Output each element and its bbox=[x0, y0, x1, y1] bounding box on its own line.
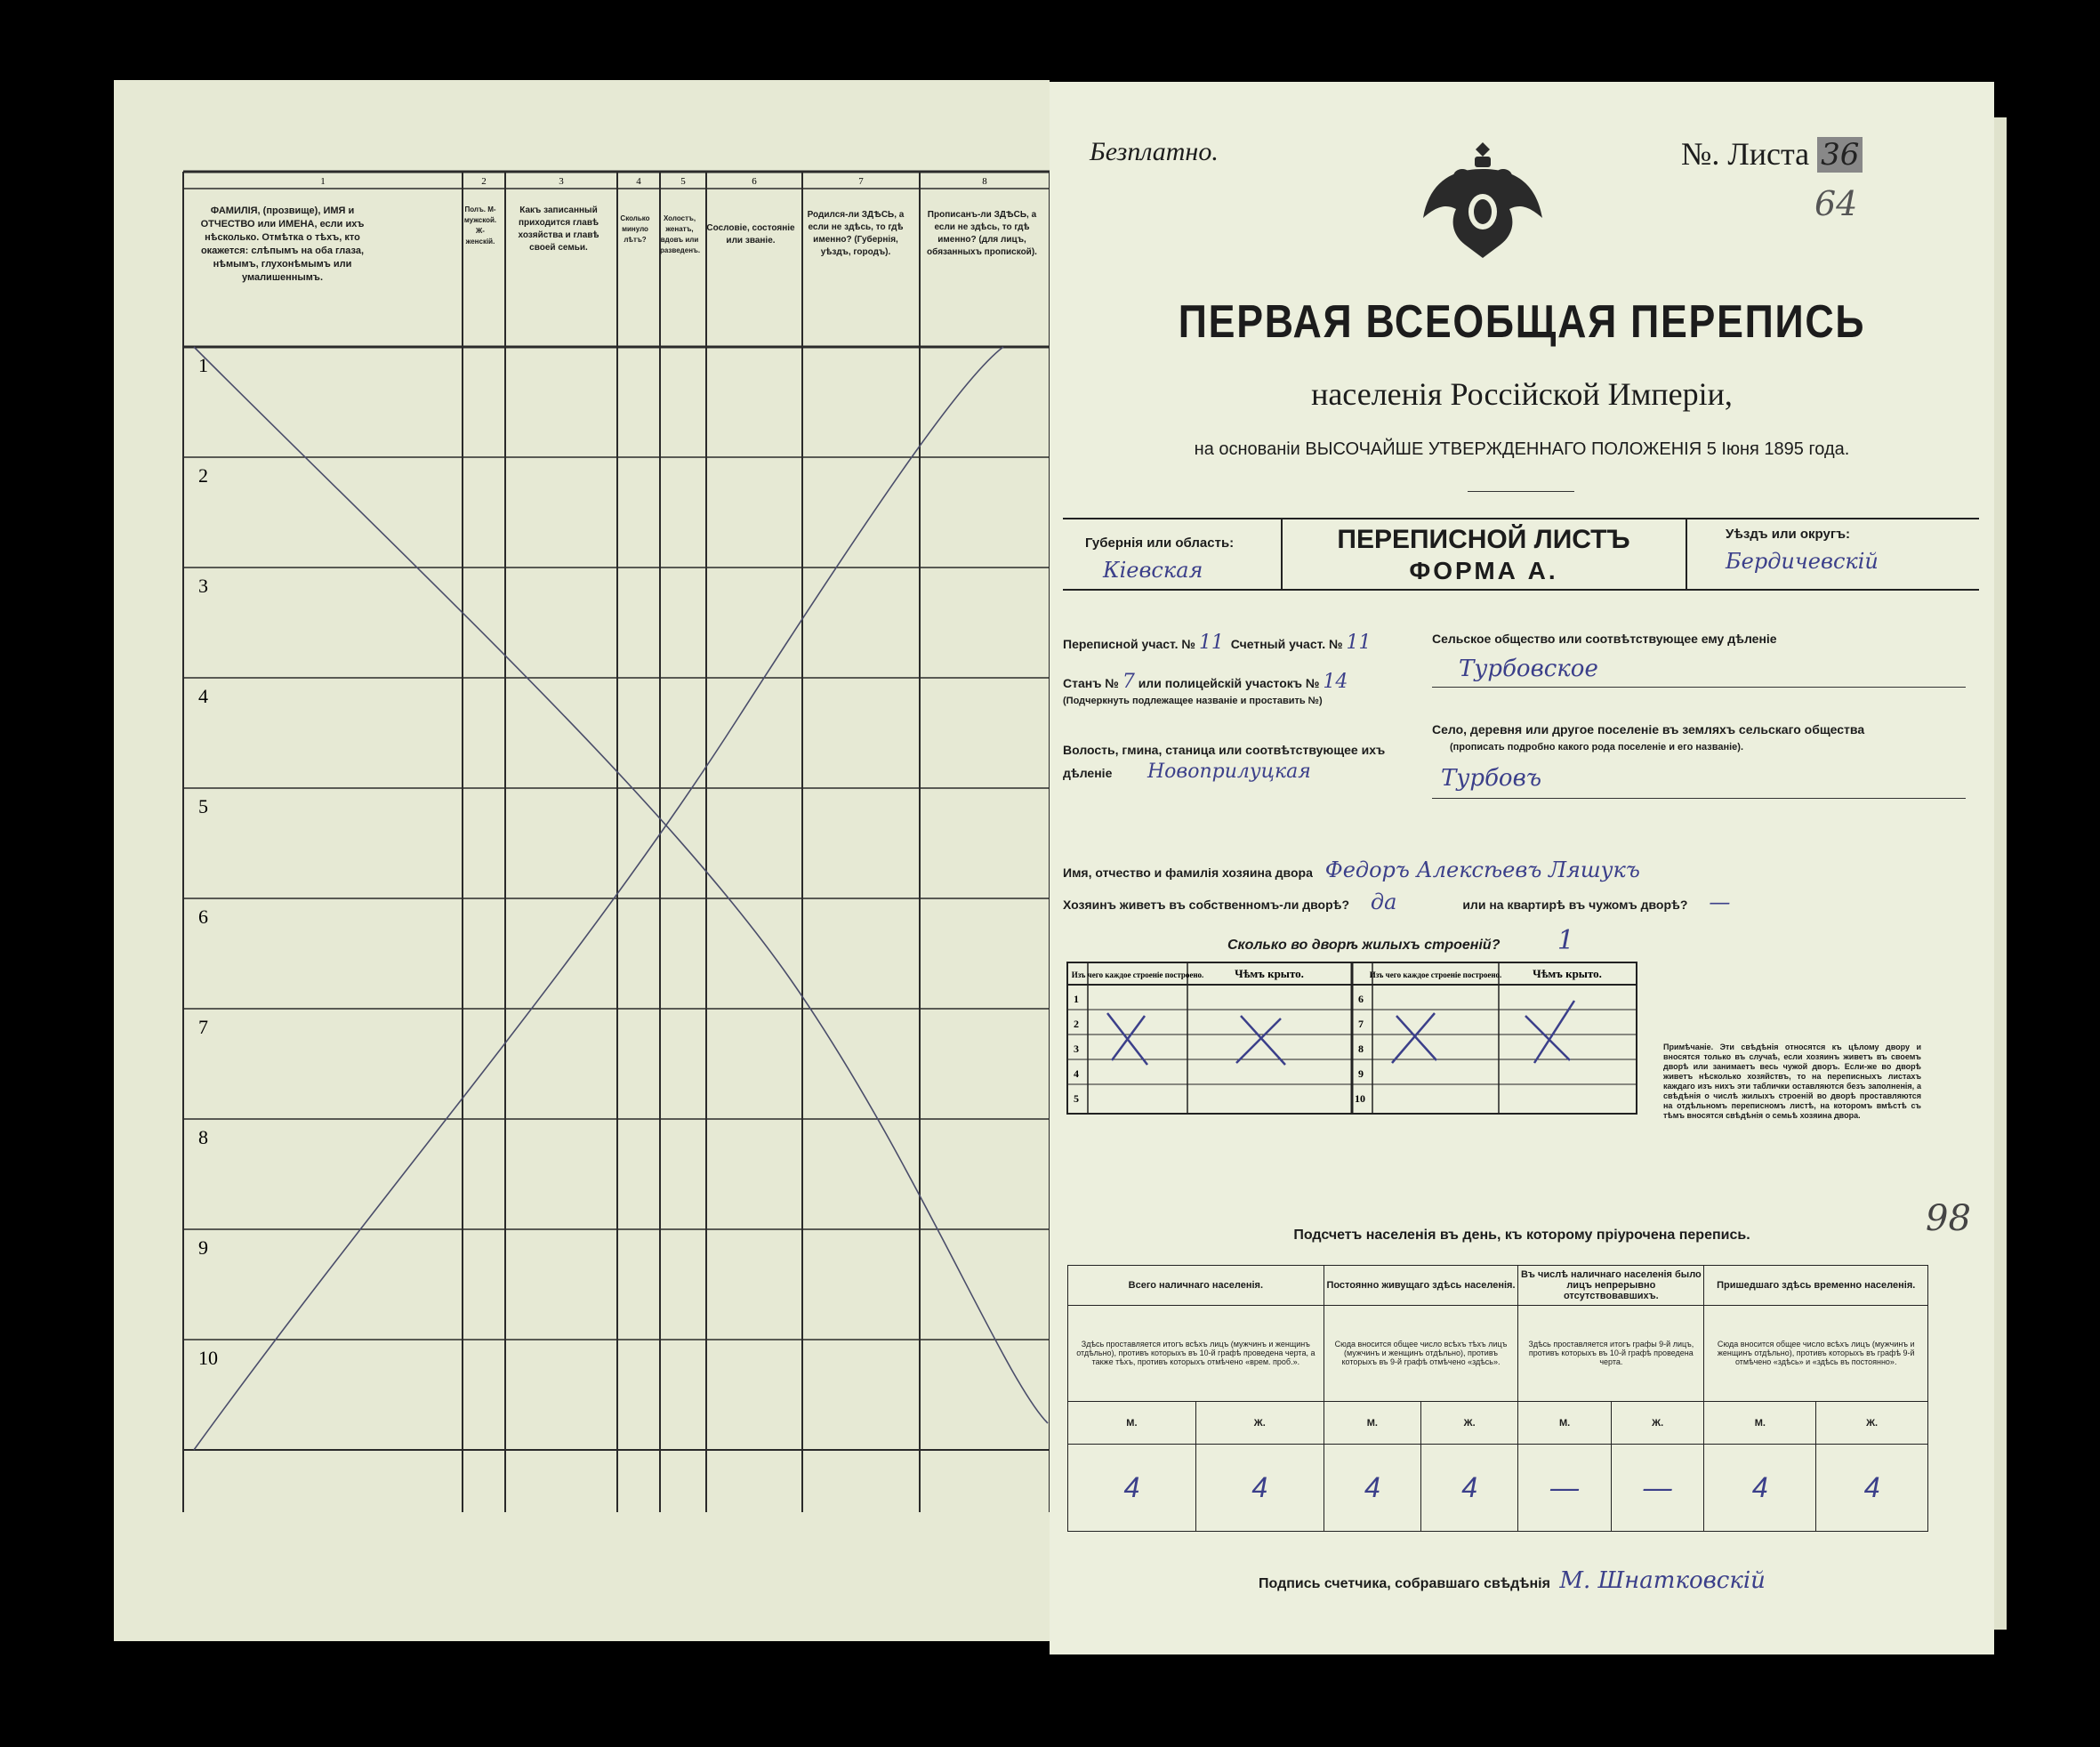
buildings-note: Примѣчаніе. Эти свѣдѣнія относятся къ цѣлому двору и вносятся только въ случаѣ, если хозяинъ живетъ въ своемъ дворѣ или занимаетъ весь чужой дворъ. Если-же во дворѣ живетъ нѣсколько хозяйствъ, то на переписныхъ листахъ каждаго изъ нихъ эти таблички оставляются безъ заполненія, а свѣдѣнія о числѣ жилыхъ строеній во дворѣ проставляются на отдѣльномъ переписномъ листѣ, на которомъ вмѣстѣ съ тѣмъ вносятся свѣдѣнія о семьѣ хозяина двора. bbox=[1663, 1043, 1921, 1120]
tally-desc: Здѣсь проставляется итогъ всѣхъ лицъ (мужчинъ и женщинъ отдѣльно), противъ которыхъ въ 10-й графѣ проведена черта, а также тѣхъ, противъ которыхъ отмѣчено «врем. проб.». bbox=[1068, 1305, 1324, 1402]
form-letter: ФОРМА А. bbox=[1409, 557, 1558, 584]
column-number: 1 bbox=[320, 176, 326, 187]
stan-label: Станъ № bbox=[1063, 676, 1119, 690]
legal-basis: на основаніи ВЫСОЧАЙШЕ УТВЕРЖДЕННАГО ПОЛОЖЕНІЯ 5 Іюня 1895 года. bbox=[1194, 439, 1850, 459]
stan-field bbox=[1063, 671, 1348, 693]
building-row: 10 bbox=[1355, 1092, 1365, 1105]
sex-label: М. bbox=[1518, 1402, 1612, 1445]
building-row: 3 bbox=[1074, 1043, 1079, 1055]
signature-label: Подпись счетчика, собравшаго свѣдѣнія bbox=[1259, 1576, 1550, 1591]
row-number: 1 bbox=[198, 354, 208, 376]
buildings-value: 1 bbox=[1557, 925, 1575, 956]
row-number: 9 bbox=[198, 1236, 208, 1259]
province-label: Губернія или область: bbox=[1085, 535, 1235, 551]
tally-desc: Сюда вносится общее число всѣхъ лицъ (мужчинъ и женщинъ отдѣльно), противъ которыхъ въ графѣ 9-й отмѣчено «здѣсь» и «здѣсь въ постоянно». bbox=[1704, 1305, 1928, 1402]
column-number: 8 bbox=[982, 176, 987, 187]
police-label: или полицейскій участокъ № bbox=[1138, 676, 1320, 690]
tally-desc: Сюда вносится общее число всѣхъ тѣхъ лицъ (мужчинъ и женщинъ отдѣльно), противъ которыхъ въ 9-й графѣ отмѣчено «здѣсь». bbox=[1324, 1305, 1518, 1402]
column-number: 3 bbox=[559, 176, 564, 187]
police-value: 14 bbox=[1323, 671, 1348, 693]
right-page bbox=[1050, 82, 1994, 1654]
stan-value: 7 bbox=[1122, 671, 1135, 693]
row-number: 10 bbox=[198, 1347, 218, 1369]
tally-header: Пришедшаго здѣсь временно населенія. bbox=[1704, 1266, 1928, 1306]
row-number: 2 bbox=[198, 464, 208, 487]
column-number: 6 bbox=[752, 176, 757, 187]
sex-label: Ж. bbox=[1816, 1402, 1928, 1445]
owner-value: Федоръ Алексѣевъ Ляшукъ bbox=[1324, 857, 1640, 882]
building-row: 9 bbox=[1358, 1067, 1364, 1080]
census-section-label: Переписной участ. № bbox=[1063, 637, 1196, 651]
tally-header: Постоянно живущаго здѣсь населенія. bbox=[1324, 1266, 1518, 1306]
sheet-number-pencil: 64 bbox=[1814, 184, 1858, 223]
tally-header: Всего наличнаго населенія. bbox=[1068, 1266, 1324, 1306]
row-number: 5 bbox=[198, 795, 208, 817]
tally-value: — bbox=[1518, 1445, 1612, 1532]
column-number: 2 bbox=[481, 176, 487, 187]
sheet-number-value: 36 bbox=[1817, 137, 1863, 173]
buildings-col-a: Изъ чего каждое строеніе построено. bbox=[1071, 970, 1204, 979]
village-label: Село, деревня или другое поселеніе въ земляхъ сельскаго общества bbox=[1432, 722, 1865, 737]
column-header-sex: Полъ. М-мужской. Ж-женскій. bbox=[463, 205, 497, 246]
household-table bbox=[114, 80, 1050, 1641]
sex-label: Ж. bbox=[1611, 1402, 1704, 1445]
row-number: 3 bbox=[198, 575, 208, 597]
province-value: Кіевская bbox=[1103, 558, 1203, 583]
tally-value: 4 bbox=[1816, 1445, 1928, 1532]
header-divider-right bbox=[1686, 518, 1687, 589]
village-underline bbox=[1432, 798, 1966, 799]
sex-label: М. bbox=[1068, 1402, 1196, 1445]
own-yard-field bbox=[1063, 890, 1730, 914]
tally-title: Подсчетъ населенія въ день, къ которому пріурочена перепись. bbox=[1293, 1228, 1750, 1243]
buildings-label: Сколько во дворѣ жилыхъ строеній? bbox=[1227, 938, 1501, 953]
buildings-table bbox=[1063, 958, 1650, 1118]
tally-value: 4 bbox=[1195, 1445, 1324, 1532]
society-underline bbox=[1432, 687, 1966, 688]
column-header-birthplace: Родился-ли ЗДѢСЬ, а если не здѣсь, то гдѣ именно? (Губернія, уѣздъ, городъ). bbox=[807, 210, 905, 257]
sex-label: М. bbox=[1704, 1402, 1816, 1445]
building-row: 4 bbox=[1074, 1067, 1079, 1080]
margin-pencil-number: 98 bbox=[1926, 1198, 1971, 1239]
census-section-field bbox=[1063, 632, 1372, 654]
sex-label: Ж. bbox=[1195, 1402, 1324, 1445]
sex-label: Ж. bbox=[1420, 1402, 1517, 1445]
sheet-number bbox=[1681, 135, 1863, 173]
column-header-marital: Холостъ, женатъ, вдовъ или разведенъ. bbox=[660, 214, 701, 254]
buildings-col-a-right: Изъ чего каждое строеніе построено. bbox=[1369, 970, 1502, 979]
census-title: ПЕРВАЯ ВСЕОБЩАЯ ПЕРЕПИСЬ bbox=[1178, 296, 1866, 348]
building-row: 8 bbox=[1358, 1043, 1364, 1055]
free-label: Безплатно. bbox=[1090, 137, 1219, 166]
row-number: 6 bbox=[198, 906, 208, 928]
building-row: 7 bbox=[1358, 1018, 1364, 1030]
district-value: Бердичевскій bbox=[1726, 549, 1879, 574]
building-row: 2 bbox=[1074, 1018, 1079, 1030]
sex-label: М. bbox=[1324, 1402, 1420, 1445]
society-label: Сельское общество или соотвѣтствующее ему дѣленіе bbox=[1432, 632, 1777, 646]
column-header-age: Сколько минуло лѣтъ? bbox=[620, 214, 650, 244]
building-row: 5 bbox=[1074, 1092, 1079, 1105]
buildings-field bbox=[1227, 925, 1574, 956]
ornament-divider bbox=[1468, 491, 1574, 492]
tally-header: Въ числѣ наличнаго населенія было лицъ непрерывно отсутствовавшихъ. bbox=[1518, 1266, 1704, 1306]
column-header-estate: Сословіе, состояніе или званіе. bbox=[706, 223, 795, 246]
owner-field bbox=[1063, 857, 1640, 882]
row-number: 8 bbox=[198, 1126, 208, 1148]
tally-value: 4 bbox=[1068, 1445, 1196, 1532]
own-yard-label: Хозяинъ живетъ въ собственномъ-ли дворѣ? bbox=[1063, 898, 1350, 912]
column-header-registration: Прописанъ-ли ЗДѢСЬ, а если не здѣсь, то гдѣ именно? (для лицъ, обязанныхъ пропиской). bbox=[927, 210, 1037, 257]
column-header-relation: Какъ записанный приходится главѣ хозяйства и главѣ своей семьи. bbox=[518, 205, 599, 253]
volost-label: Волость, гмина, станица или соотвѣтствующее ихъ дѣленіе bbox=[1063, 743, 1386, 780]
count-section-label: Счетный участ. № bbox=[1230, 637, 1343, 651]
tally-value: 4 bbox=[1420, 1445, 1517, 1532]
buildings-col-b: Чѣмъ крыто. bbox=[1235, 967, 1304, 980]
building-row: 6 bbox=[1358, 993, 1364, 1005]
census-subtitle: населенія Россійской Имперіи, bbox=[1311, 376, 1733, 412]
village-note: (прописать подробно какого рода поселеніе и его названіе). bbox=[1450, 742, 1744, 753]
tally-desc: Здѣсь проставляется итогъ графы 9-й лицъ, противъ которыхъ въ 10-й графѣ проведена черта. bbox=[1518, 1305, 1704, 1402]
signature-value: М. Шнатковскій bbox=[1559, 1567, 1766, 1594]
buildings-col-b-right: Чѣмъ крыто. bbox=[1533, 967, 1602, 980]
underline-note: (Подчеркнуть подлежащее названіе и проставить №) bbox=[1063, 696, 1323, 706]
column-header-name: ФАМИЛІЯ, (прозвище), ИМЯ и ОТЧЕСТВО или ИМЕНА, если ихъ нѣсколько. Отмѣтка о тѣхъ, кто окажется: слѣпымъ на оба глаза, нѣмымъ, глухонѣмымъ или умалишеннымъ. bbox=[200, 205, 365, 283]
tally-value: 4 bbox=[1704, 1445, 1816, 1532]
other-yard-value: — bbox=[1709, 890, 1731, 914]
tally-table bbox=[1067, 1265, 1928, 1532]
form-title: ПЕРЕПИСНОЙ ЛИСТЪ bbox=[1337, 525, 1630, 554]
village-value: Турбовъ bbox=[1441, 765, 1542, 792]
census-section-value: 11 bbox=[1198, 632, 1224, 654]
other-yard-label: или на квартирѣ въ чужомъ дворѣ? bbox=[1462, 898, 1688, 912]
volost-value: Новоприлуцкая bbox=[1147, 761, 1311, 783]
district-label: Уѣздъ или округъ: bbox=[1726, 527, 1851, 542]
society-value: Турбовское bbox=[1459, 656, 1598, 682]
tally-value: 4 bbox=[1324, 1445, 1420, 1532]
column-number: 5 bbox=[680, 176, 686, 187]
building-row: 1 bbox=[1074, 993, 1079, 1005]
left-page bbox=[114, 80, 1050, 1641]
column-number: 4 bbox=[636, 176, 641, 187]
row-number: 4 bbox=[198, 685, 208, 707]
tally-value: — bbox=[1611, 1445, 1704, 1532]
row-number: 7 bbox=[198, 1016, 208, 1038]
double-headed-eagle-icon bbox=[1416, 133, 1549, 267]
owner-label: Имя, отчество и фамилія хозяина двора bbox=[1063, 865, 1313, 880]
column-number: 7 bbox=[858, 176, 864, 187]
sheet-number-label: №. Листа bbox=[1681, 136, 1810, 172]
signature-field bbox=[1259, 1567, 1766, 1594]
count-section-value: 11 bbox=[1346, 632, 1372, 654]
own-yard-value: да bbox=[1370, 890, 1397, 914]
